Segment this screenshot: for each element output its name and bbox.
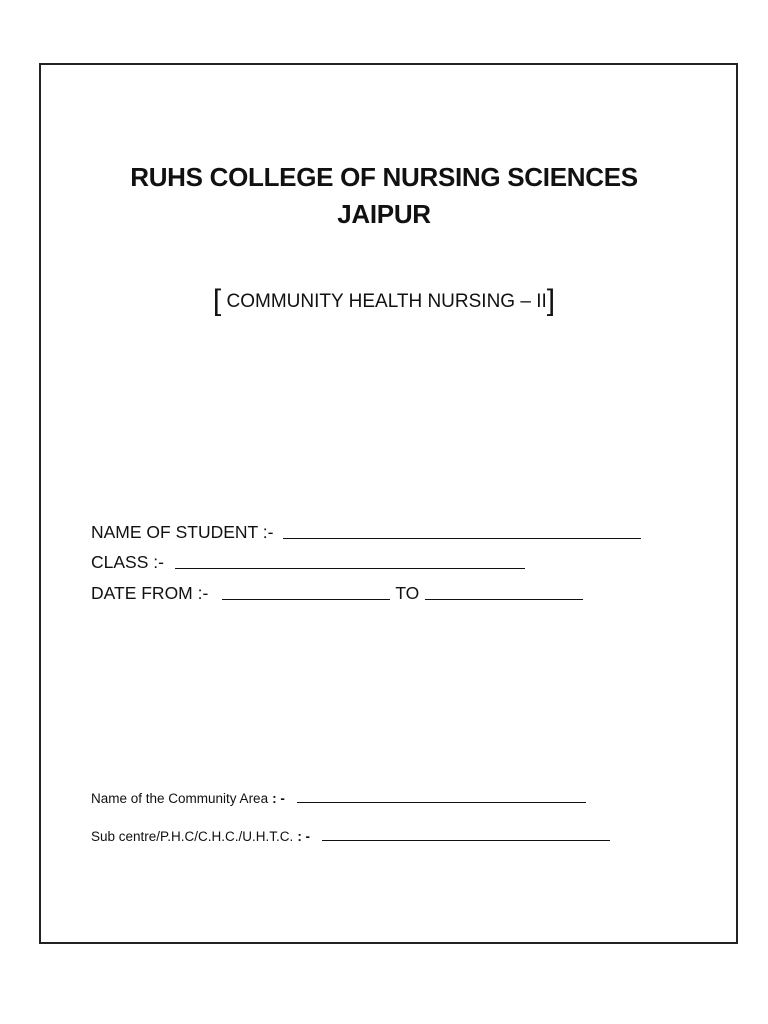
subject-name: COMMUNITY HEALTH NURSING – II — [226, 291, 547, 312]
subject-title — [0, 284, 768, 318]
student-name-blank[interactable] — [283, 537, 641, 539]
page-border — [39, 63, 738, 944]
community-area-field — [91, 791, 586, 806]
class-blank[interactable] — [175, 567, 525, 569]
community-area-blank[interactable] — [297, 801, 586, 803]
college-name: RUHS COLLEGE OF NURSING SCIENCES — [130, 162, 638, 192]
date-to-label: TO — [395, 583, 420, 603]
subject-close-bracket: ] — [546, 284, 556, 317]
student-name-field — [91, 522, 641, 543]
date-from-blank[interactable] — [222, 598, 390, 600]
community-area-label: Name of the Community Area — [91, 791, 269, 806]
class-label: CLASS :- — [91, 552, 164, 572]
subject-open-bracket: [ — [212, 284, 222, 317]
sub-centre-separator: : - — [297, 829, 311, 844]
date-to-blank[interactable] — [425, 598, 583, 600]
date-from-label: DATE FROM :- — [91, 583, 209, 603]
college-city: JAIPUR — [337, 199, 431, 229]
student-name-label: NAME OF STUDENT :- — [91, 522, 274, 542]
sub-centre-field — [91, 829, 610, 844]
class-field — [91, 552, 525, 573]
date-range-field — [91, 583, 583, 604]
sub-centre-label: Sub centre/P.H.C/C.H.C./U.H.T.C. — [91, 829, 294, 844]
community-area-separator: : - — [272, 791, 285, 806]
sub-centre-blank[interactable] — [322, 839, 610, 841]
